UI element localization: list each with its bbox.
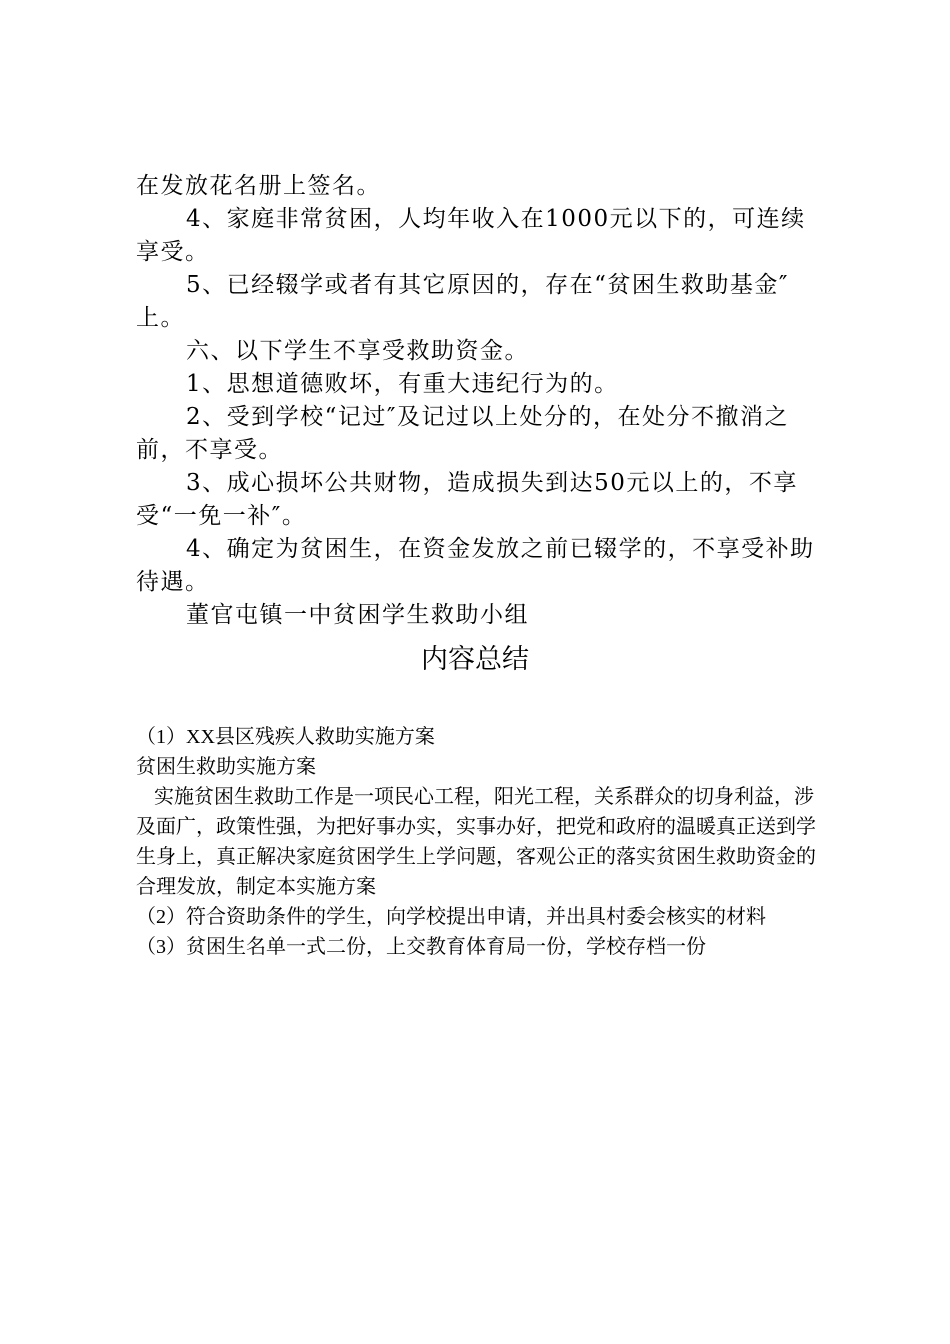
summary-line-4: （2）符合资助条件的学生，向学校提出申请，并出具村委会核实的材料 (136, 906, 766, 928)
summary-body (136, 722, 826, 962)
paragraph-exclusion-3: 3、成心损坏公共财物，造成损失到达50元以上的，不享受“一免一补″。 (136, 470, 798, 529)
paragraph-exclusion-2: 2、受到学校“记过″及记过以上处分的，在处分不撤消之前，不享受。 (136, 404, 789, 463)
paragraph-exclusion-1: 1、思想道德败坏，有重大违纪行为的。 (186, 371, 619, 397)
paragraph-exclusion-4: 4、确定为贫困生，在资金发放之前已辍学的，不享受补助待遇。 (136, 536, 815, 595)
summary-line-3: 实施贫困生救助工作是一项民心工程，阳光工程，关系群众的切身利益，涉及面广，政策性强，为把好事办实，实事办好，把党和政府的温暖真正送到学生身上，真正解决家庭贫困学生上学问题，客观公正的落实贫困生救助资金的合理发放，制定本实施方案 (136, 786, 816, 898)
summary-line-2: 贫困生救助实施方案 (136, 756, 316, 778)
paragraph-sign-roster: 在发放花名册上签名。 (136, 173, 381, 199)
document-body (136, 170, 826, 632)
signature-group: 董官屯镇一中贫困学生救助小组 (186, 602, 529, 628)
paragraph-item-4-poverty: 4、家庭非常贫困，人均年收入在1000元以下的，可连续享受。 (136, 206, 806, 265)
summary-title: 内容总结 (421, 644, 529, 675)
section-heading-six: 六、以下学生不享受救助资金。 (186, 338, 529, 364)
paragraph-item-5-dropout: 5、已经辍学或者有其它原因的，存在“贫困生救助基金″上。 (136, 272, 789, 331)
summary-line-1: （1）XX县区残疾人救助实施方案 (136, 726, 435, 748)
summary-line-5: （3）贫困生名单一式二份，上交教育体育局一份，学校存档一份 (136, 936, 706, 958)
